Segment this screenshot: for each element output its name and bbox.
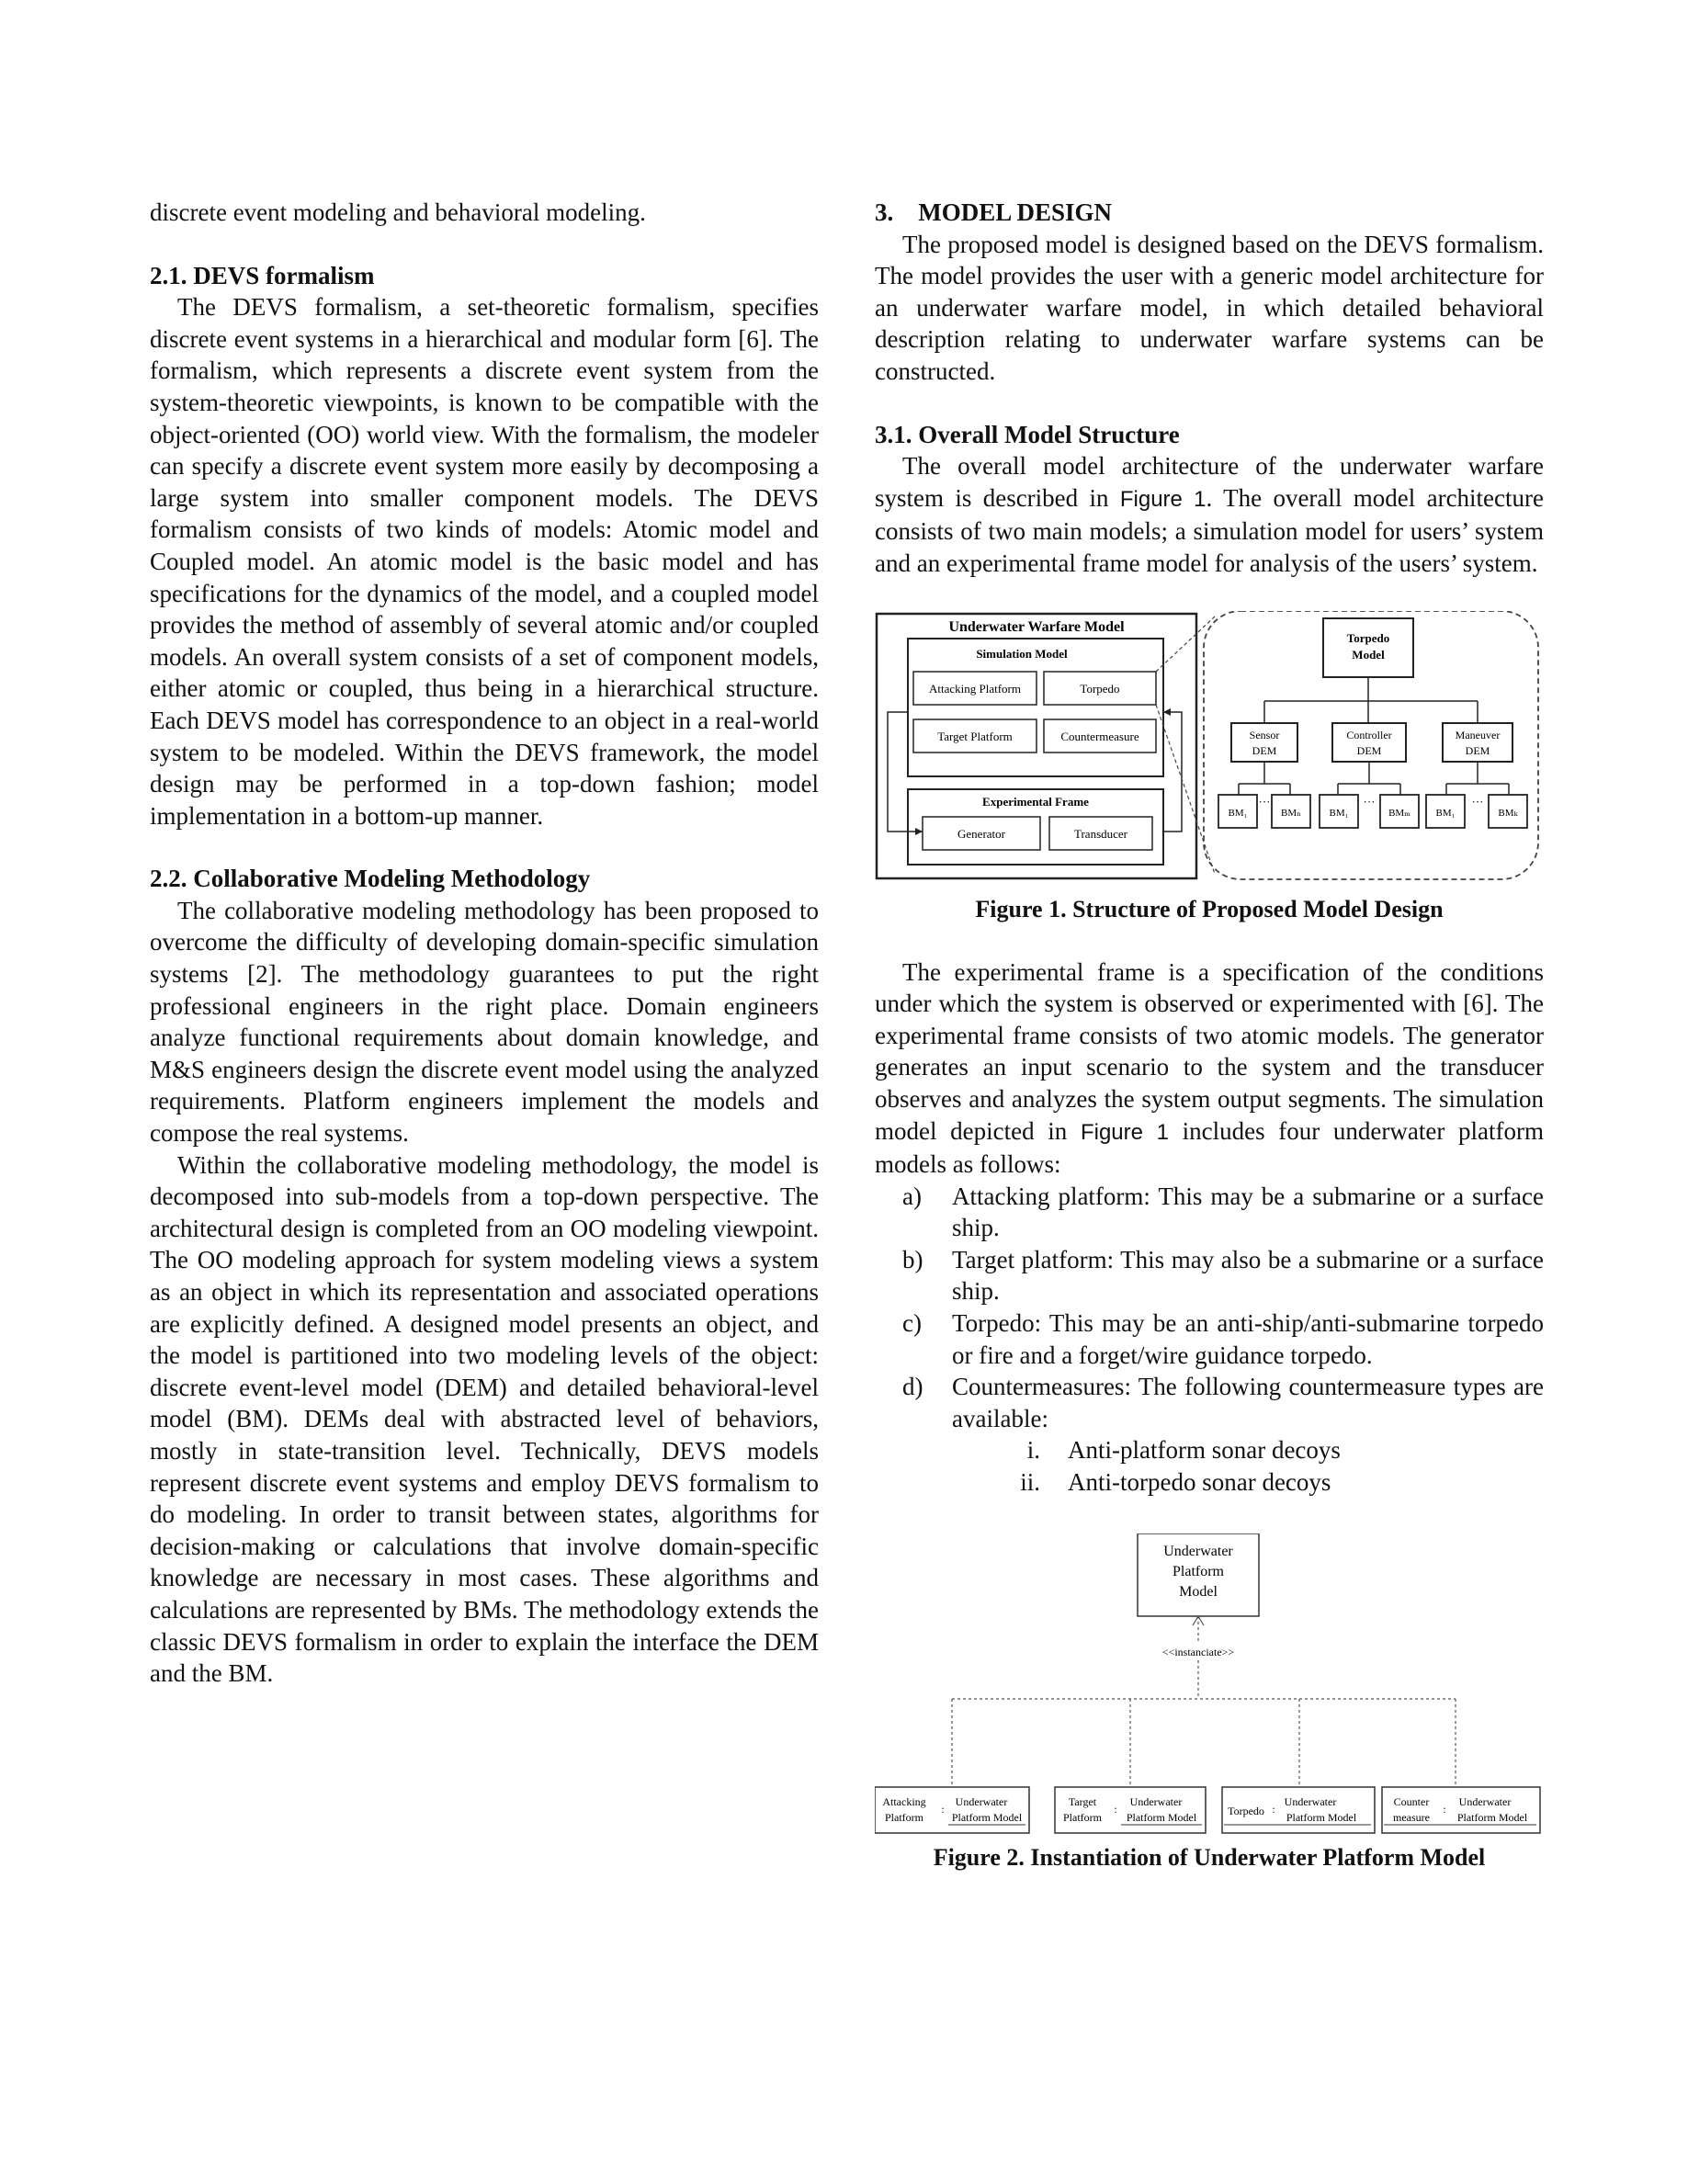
figure-2-caption: Figure 2. Instantiation of Underwater Platform Model [933, 1843, 1486, 1871]
bm-label: BMₙ [1281, 807, 1301, 819]
intro-tail: discrete event modeling and behavioral modeling. [150, 198, 646, 226]
target-platform-label: Target Platform [937, 729, 1013, 743]
section-3-1-heading: 3.1. Overall Model Structure [875, 420, 1180, 448]
instance-box-attacking-platform [875, 1787, 1029, 1833]
colon: : [1114, 1802, 1117, 1816]
platform-model-list [875, 1181, 1544, 1435]
colon: : [941, 1802, 945, 1816]
figure-2-diagram [875, 1533, 1544, 1842]
colon: : [1443, 1802, 1446, 1816]
class-name-1: Underwater [1284, 1794, 1337, 1808]
generator-label: Generator [957, 826, 1005, 841]
list-item [875, 1466, 1544, 1499]
list-marker: i. [1026, 1436, 1040, 1465]
text-run: The overall model architecture of the underwater warfare system is described in [875, 452, 1544, 512]
instance-box-target-platform [1055, 1787, 1206, 1833]
figure-1-diagram [875, 611, 1544, 883]
right-column [875, 197, 1544, 1873]
instance-name-2: Platform [1063, 1810, 1102, 1824]
controller-dem-label-1: Controller [1346, 728, 1392, 741]
class-name-1: Underwater [955, 1794, 1008, 1808]
arrowhead [1163, 708, 1171, 716]
instance-name-1: Attacking [882, 1794, 926, 1808]
list-text: Anti-torpedo sonar decoys [1068, 1468, 1331, 1497]
instance-name-1: Torpedo [1228, 1804, 1264, 1817]
torpedo-model-label-1: Torpedo [1346, 630, 1390, 645]
upm-label-1: Underwater [1163, 1543, 1233, 1559]
bm-ellipsis: ··· [1363, 794, 1376, 809]
list-text: Attacking platform: This may be a submarine or a surface ship. [952, 1182, 1544, 1242]
bm-label: BM₁ [1228, 807, 1248, 819]
section-3-1-paragraph [875, 450, 1544, 579]
bm-ellipsis: ··· [1258, 794, 1271, 809]
list-text: Target platform: This may also be a submarine or a surface ship. [952, 1245, 1544, 1306]
list-marker: c) [902, 1309, 922, 1338]
controller-dem-label-2: DEM [1356, 743, 1382, 757]
simulation-model-label: Simulation Model [976, 646, 1068, 661]
list-marker: d) [902, 1373, 923, 1401]
arrowhead [915, 828, 923, 835]
sensor-dem-label-2: DEM [1252, 743, 1277, 757]
class-name-1: Underwater [1129, 1794, 1183, 1808]
class-name-2: Platform Model [1456, 1810, 1528, 1824]
experimental-frame-paragraph [875, 956, 1544, 1181]
list-item [875, 1181, 1544, 1244]
instanciate-label: <<instanciate>> [1161, 1645, 1235, 1658]
colon: : [1272, 1802, 1275, 1816]
list-text: Torpedo: This may be an anti-ship/anti-submarine torpedo or fire and a forget/wire guidance torpedo. [952, 1309, 1544, 1369]
list-item [875, 1371, 1544, 1434]
bm-label: BMₘ [1388, 807, 1410, 819]
section-2-2-paragraph-1: The collaborative modeling methodology has been proposed to overcome the difficulty of developing domain-specific simulation systems [2]. The methodology guarantees to put the right professional engineers in the right place. Domain engineers analyze functional requirements about domain knowledge, and M&S engineers design the discrete event model using the analyzed requirements. Platform engineers implement the models and compose the real systems. [150, 896, 819, 1148]
maneuver-dem-label-1: Maneuver [1455, 728, 1501, 741]
class-name-2: Platform Model [951, 1810, 1023, 1824]
text-run: The experimental frame is a specification of the conditions under which the system is observed or experimented with [6]. The experimental frame consists of two atomic models. The generator generates an input scenario to the system and the transducer observes and analyzes the system output segments. The simulation model depicted in [875, 957, 1544, 1145]
bm-label: BM₁ [1329, 807, 1349, 819]
figure-1-reference: Figure 1 [1119, 486, 1207, 512]
list-item [875, 1244, 1544, 1307]
attacking-platform-label: Attacking Platform [928, 681, 1022, 696]
list-marker: ii. [1020, 1468, 1040, 1497]
section-2-2-heading: 2.2. Collaborative Modeling Methodology [150, 865, 591, 893]
experimental-frame-label: Experimental Frame [982, 794, 1089, 809]
list-item [875, 1434, 1544, 1466]
countermeasure-sublist [875, 1434, 1544, 1498]
section-2-1-paragraph: The DEVS formalism, a set-theoretic formalism, specifies discrete event systems in a hierarchical and modular form [6]. The formalism, which represents a discrete event system from the system-theoretic viewpoints, is known to be compatible with the object-oriented (OO) world view. With the formalism, the modeler can specify a discrete event system more easily by decomposing a large system into smaller component models. The DEVS formalism consists of two kinds of models: Atomic model and Coupled model. An atomic model is the basic model and has specifications for the dynamics of the model, and a coupled model provides the method of assembly of several atomic and/or coupled models. An overall system consists of a set of component models, either atomic or coupled, thus being in a hierarchical structure. Each DEVS model has correspondence to an object in a real-world system to be modeled. Within the DEVS framework, the model design may be performed in a top-down fashion; model implementation in a bottom-up manner. [150, 293, 819, 830]
transducer-label: Transducer [1073, 826, 1128, 841]
figure-1-reference: Figure 1 [1080, 1119, 1169, 1145]
left-column [150, 197, 819, 1690]
upm-label-2: Platform [1173, 1563, 1224, 1579]
list-item [875, 1307, 1544, 1371]
bm-ellipsis: ··· [1471, 794, 1484, 809]
torpedo-model-label-2: Model [1352, 647, 1385, 662]
text-run: includes four underwater platform models as follows: [875, 1116, 1544, 1179]
text-run: . The overall model architecture consists of two main models; a simulation model for users’ system and an experimental frame model for analysis of the users’ system. [875, 483, 1545, 577]
bm-connectors [1239, 762, 1509, 795]
list-marker: a) [902, 1182, 922, 1210]
section-3-paragraph: The proposed model is designed based on the DEVS formalism. The model provides the user with a generic model architecture for an underwater warfare model, in which detailed behavioral description relating to underwater warfare systems can be constructed. [875, 230, 1544, 385]
maneuver-dem-label-2: DEM [1465, 743, 1490, 757]
class-name-2: Platform Model [1126, 1810, 1197, 1824]
instance-name-2: Platform [885, 1810, 923, 1824]
instance-box-countermeasure [1382, 1787, 1540, 1833]
instance-name-2: measure [1393, 1810, 1430, 1824]
underwater-warfare-model-label: Underwater Warfare Model [948, 618, 1125, 635]
instance-name-1: Target [1068, 1794, 1097, 1808]
countermeasure-label: Countermeasure [1060, 729, 1139, 743]
section-2-2-paragraph-2: Within the collaborative modeling methodology, the model is decomposed into sub-models from a top-down perspective. The architectural design is completed from an OO modeling viewpoint. The OO modeling approach for system modeling views a system as an object in which its representation and associated operations are explicitly defined. A designed model presents an object, and the model is partitioned into two modeling levels of the object: discrete event-level model (DEM) and detailed behavioral-level model (BM). DEMs deal with abstracted level of behaviors, mostly in state-transition level. Technically, DEVS models represent discrete event systems and employ DEVS formalism to do modeling. In order to transit between states, algorithms for decision-making or calculations that involve domain-specific knowledge are necessary in most cases. These algorithms and calculations are represented by BMs. The methodology extends the classic DEVS formalism in order to explain the interface the DEM and the BM. [150, 1150, 819, 1688]
list-marker: b) [902, 1245, 923, 1273]
zoom-line [1156, 617, 1215, 672]
section-2-1-heading: 2.1. DEVS formalism [150, 261, 375, 289]
feedback-arrow-left [888, 712, 923, 832]
bm-label: BM₁ [1435, 807, 1456, 819]
torpedo-label: Torpedo [1080, 681, 1120, 696]
list-text: Anti-platform sonar decoys [1068, 1436, 1341, 1465]
class-name-1: Underwater [1458, 1794, 1512, 1808]
zoom-line [1156, 705, 1215, 874]
list-text: Countermeasures: The following countermeasure types are available: [952, 1373, 1544, 1432]
class-name-2: Platform Model [1286, 1810, 1357, 1824]
figure-1-caption: Figure 1. Structure of Proposed Model Design [975, 895, 1444, 922]
section-3-heading: 3. MODEL DESIGN [875, 198, 1113, 226]
bm-label: BMₖ [1498, 807, 1518, 819]
sensor-dem-label-1: Sensor [1249, 728, 1280, 741]
upm-label-3: Model [1179, 1583, 1218, 1600]
instance-name-1: Counter [1393, 1794, 1430, 1808]
